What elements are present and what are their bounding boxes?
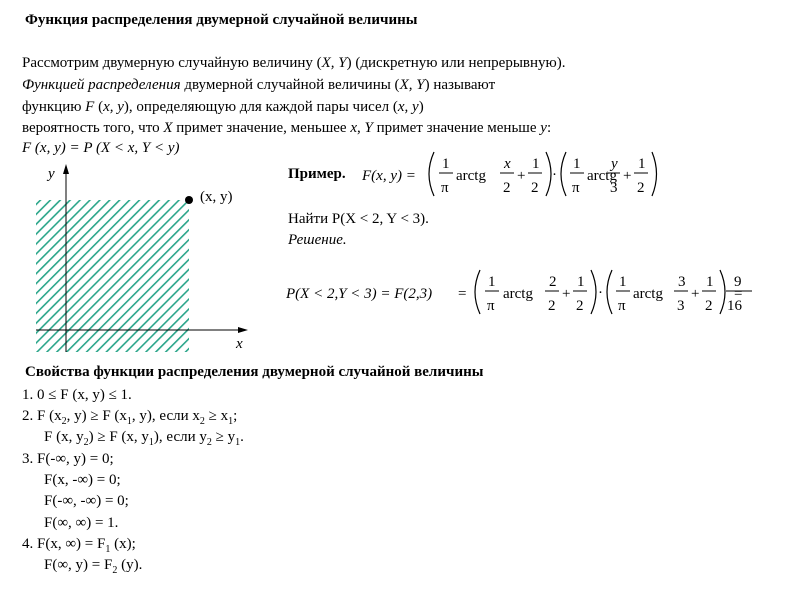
prop-text: , y) ≥ F (x	[66, 408, 127, 424]
plus-sign: +	[691, 286, 700, 302]
arctg-text: arctg	[633, 286, 663, 302]
right-paren	[591, 270, 596, 314]
frac-denominator: 3	[610, 180, 618, 196]
x-axis-label: x	[236, 336, 243, 352]
frac-denominator: 2	[503, 180, 511, 196]
left-paren	[429, 152, 434, 196]
prop-sub: 1	[148, 437, 154, 448]
frac-denominator: 2	[548, 298, 556, 314]
prop-sub: 2	[206, 437, 212, 448]
intro-var: Y	[364, 120, 373, 136]
frac-numerator: 2	[549, 274, 557, 290]
frac-denominator: π	[441, 180, 449, 196]
intro-var: F	[85, 99, 95, 115]
point-label: (x, y)	[200, 189, 233, 205]
prop-text: (x);	[110, 536, 136, 552]
definition-term: Функцией распределения	[22, 77, 181, 93]
arctg-text: arctg	[587, 168, 617, 184]
intro-text: Рассмотрим двумерную случайную величину (	[22, 55, 322, 71]
prop-text: (y).	[117, 557, 143, 573]
prop-text: , y), если x	[131, 408, 200, 424]
solution-lhs: P(X < 2,Y < 3) = F(2,3)	[286, 286, 433, 302]
example-formula	[362, 148, 662, 200]
left-paren	[607, 270, 612, 314]
prop-text: .	[240, 429, 244, 445]
intro-text: ) называют	[424, 77, 496, 93]
prop-sub: 1	[235, 437, 241, 448]
intro-var: X, Y	[321, 55, 347, 71]
intro-text: ) (дискретную или непрерывную).	[346, 55, 566, 71]
dot-sign: ·	[552, 167, 557, 183]
intro-text: примет значение меньше	[372, 120, 541, 136]
prop-sub: 2	[112, 565, 118, 576]
property-4b	[44, 556, 142, 580]
prop-text: F (x, y	[44, 429, 84, 445]
intro-text: )	[418, 99, 424, 115]
intro-text: ), определяющую для каждой пары чисел (	[123, 99, 398, 115]
intro-var: x, y	[397, 99, 419, 115]
frac-denominator: 2	[576, 298, 584, 314]
equals-sign: =	[458, 286, 467, 302]
example-task: Найти P(X < 2, Y < 3).	[288, 211, 429, 227]
frac-denominator: 2	[705, 298, 713, 314]
prop-sub: 1	[105, 544, 111, 555]
intro-text: :	[546, 120, 552, 136]
formula-lhs: F(x, y) =	[362, 168, 416, 184]
frac-denominator: 2	[531, 180, 539, 196]
page-title: Функция распределения двумерной случайной величины	[25, 12, 418, 28]
frac-numerator: 1	[577, 274, 585, 290]
frac-numerator: 1	[488, 274, 496, 290]
property-3d: F(∞, ∞) = 1.	[44, 515, 119, 531]
frac-numerator: 1	[442, 156, 450, 172]
intro-line-2	[22, 76, 495, 94]
result-denominator: 16	[727, 298, 742, 314]
property-3b: F(x, -∞) = 0;	[44, 472, 121, 488]
frac-denominator: π	[487, 298, 495, 314]
frac-denominator: 2	[637, 180, 645, 196]
prop-text: ≥ y	[211, 429, 236, 445]
intro-line-1	[22, 54, 565, 72]
intro-text: двумерной случайной величины (	[180, 77, 400, 93]
intro-text: функцию	[22, 99, 86, 115]
frac-numerator: x	[504, 156, 511, 172]
result-numerator: 9	[734, 274, 742, 290]
solution-formula	[286, 266, 756, 318]
arctg-text: arctg	[456, 168, 486, 184]
intro-text: (	[94, 99, 104, 115]
plus-sign: +	[517, 168, 526, 184]
plus-sign: +	[562, 286, 571, 302]
example-label: Пример.	[288, 166, 346, 182]
intro-line-3	[22, 98, 424, 116]
intro-text: примет значение, меньшее	[172, 120, 351, 136]
hatched-region	[36, 200, 189, 352]
dot-sign: ·	[598, 285, 603, 301]
intro-var: x, y	[103, 99, 124, 115]
frac-numerator: 1	[706, 274, 714, 290]
property-2b	[44, 428, 244, 452]
arctg-text: arctg	[503, 286, 533, 302]
right-paren	[652, 152, 657, 196]
prop-sub: 2	[199, 416, 205, 427]
property-1: 1. 0 ≤ F (x, y) ≤ 1.	[22, 387, 132, 403]
frac-numerator: 1	[619, 274, 627, 290]
result-fraction	[722, 266, 762, 318]
properties-title: Свойства функции распределения двумерной случайной величины	[25, 364, 484, 380]
intro-line-4	[22, 119, 551, 137]
frac-denominator: π	[572, 180, 580, 196]
property-3c: F(-∞, -∞) = 0;	[44, 493, 129, 509]
frac-numerator: 1	[638, 156, 646, 172]
prop-text: 4. F(x, ∞) = F	[22, 536, 106, 552]
y-axis-label: y	[48, 166, 55, 182]
prop-sub: 1	[228, 416, 234, 427]
left-paren	[475, 270, 480, 314]
prop-text: ;	[233, 408, 238, 424]
solution-label: Решение.	[288, 232, 347, 248]
intro-text: ,	[357, 120, 365, 136]
property-3a: 3. F(-∞, y) = 0;	[22, 451, 114, 467]
frac-numerator: 1	[532, 156, 540, 172]
intro-var: y	[540, 120, 547, 136]
prop-text: ≥ x	[204, 408, 229, 424]
prop-text: ), если y	[153, 429, 207, 445]
prop-text: ) ≥ F (x, y	[88, 429, 149, 445]
equals-sign: =	[734, 286, 743, 302]
point-marker	[185, 196, 193, 204]
frac-denominator: 3	[677, 298, 685, 314]
y-axis-arrow	[63, 164, 69, 174]
frac-denominator: π	[618, 298, 626, 314]
intro-text: вероятность того, что	[22, 120, 164, 136]
frac-numerator: 1	[573, 156, 581, 172]
definition-formula: F (x, y) = P (X < x, Y < y)	[22, 140, 180, 156]
prop-sub: 2	[61, 416, 67, 427]
frac-numerator: 3	[678, 274, 686, 290]
prop-sub: 2	[83, 437, 89, 448]
right-paren	[546, 152, 551, 196]
prop-sub: 1	[126, 416, 132, 427]
intro-var: X, Y	[399, 77, 425, 93]
prop-text: F(∞, y) = F	[44, 557, 113, 573]
intro-var: X	[163, 120, 173, 136]
frac-numerator: y	[611, 156, 618, 172]
prop-text: 2. F (x	[22, 408, 62, 424]
x-axis-arrow	[238, 327, 248, 333]
distribution-region-figure	[20, 160, 260, 355]
intro-var: x	[350, 120, 357, 136]
left-paren	[561, 152, 566, 196]
plus-sign: +	[623, 168, 632, 184]
